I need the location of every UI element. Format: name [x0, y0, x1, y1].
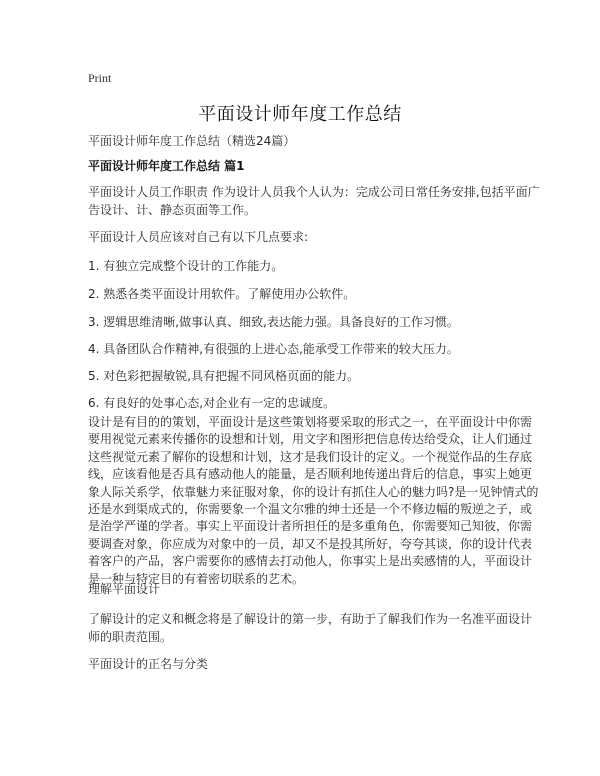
requirement-item: 1. 有独立完成整个设计的工作能力。 [88, 259, 284, 273]
requirement-item: 2. 熟悉各类平面设计用软件。了解使用办公软件。 [88, 287, 356, 301]
document-subtitle: 平面设计师年度工作总结（精选24篇） [88, 134, 296, 148]
heading-naming-classification: 平面设计的正名与分类 [88, 657, 209, 671]
requirement-item: 6. 有良好的处事心态,对企业有一定的忠诚度。 [88, 396, 336, 410]
requirement-item: 3. 逻辑思维清晰,做事认真、细致,表达能力强。具备良好的工作习惯。 [88, 315, 459, 329]
print-label[interactable]: Print [88, 71, 112, 85]
document-title: 平面设计师年度工作总结 [198, 104, 402, 125]
requirement-item: 5. 对色彩把握敏锐,具有把握不同风格页面的能力。 [88, 369, 360, 383]
paragraph-requirements-intro: 平面设计人员应该对自己有以下几点要求: [88, 230, 309, 244]
paragraph-understand: 了解设计的定义和概念将是了解设计的第一步，有助于了解我们作为一名准平面设计师的职责范围。 [88, 612, 533, 644]
section-heading: 平面设计师年度工作总结 篇1 [88, 159, 245, 173]
body-paragraph: 设计是有目的的策划，平面设计是这些策划将要采取的形式之一，在平面设计中你需要用视觉元素来传播你的设想和计划，用文字和图形把信息传达给受众，让人们通过这些视觉元素了解你的设想和计划，这才是我们设计的定义。一个视觉作品的生存底线，应该看他是否具有感动他人的能量，是否顺利地传递出背后的信息，事实上她更象人际关系学，依靠魅力来征服对象，你的设计有抓住人心的魅力吗?是一见钟情式的还是水到渠成式的，你需要象一个温文尔雅的绅士还是一个不修边幅的叛逆之子，或是治学严谨的学者。事实上平面设计者所担任的是多重角色，你需要知己知彼，你需要调查对象，你应成为对象中的一员，却又不是投其所好，夸夸其谈，你的设计代表着客户的产品，客户需要你的感情去打动他人，你事实上是出卖感情的人，平面设计是一种与特定目的有着密切联系的艺术。 [88, 415, 539, 586]
requirement-item: 4. 具备团队合作精神,有很强的上进心态,能承受工作带来的较大压力。 [88, 342, 459, 356]
heading-understand-design: 理解平面设计 [88, 582, 161, 596]
paragraph-duties: 平面设计人员工作职责 作为设计人员我个人认为：完成公司日常任务安排,包括平面广告设计、计、静态页面等工作。 [88, 185, 540, 217]
